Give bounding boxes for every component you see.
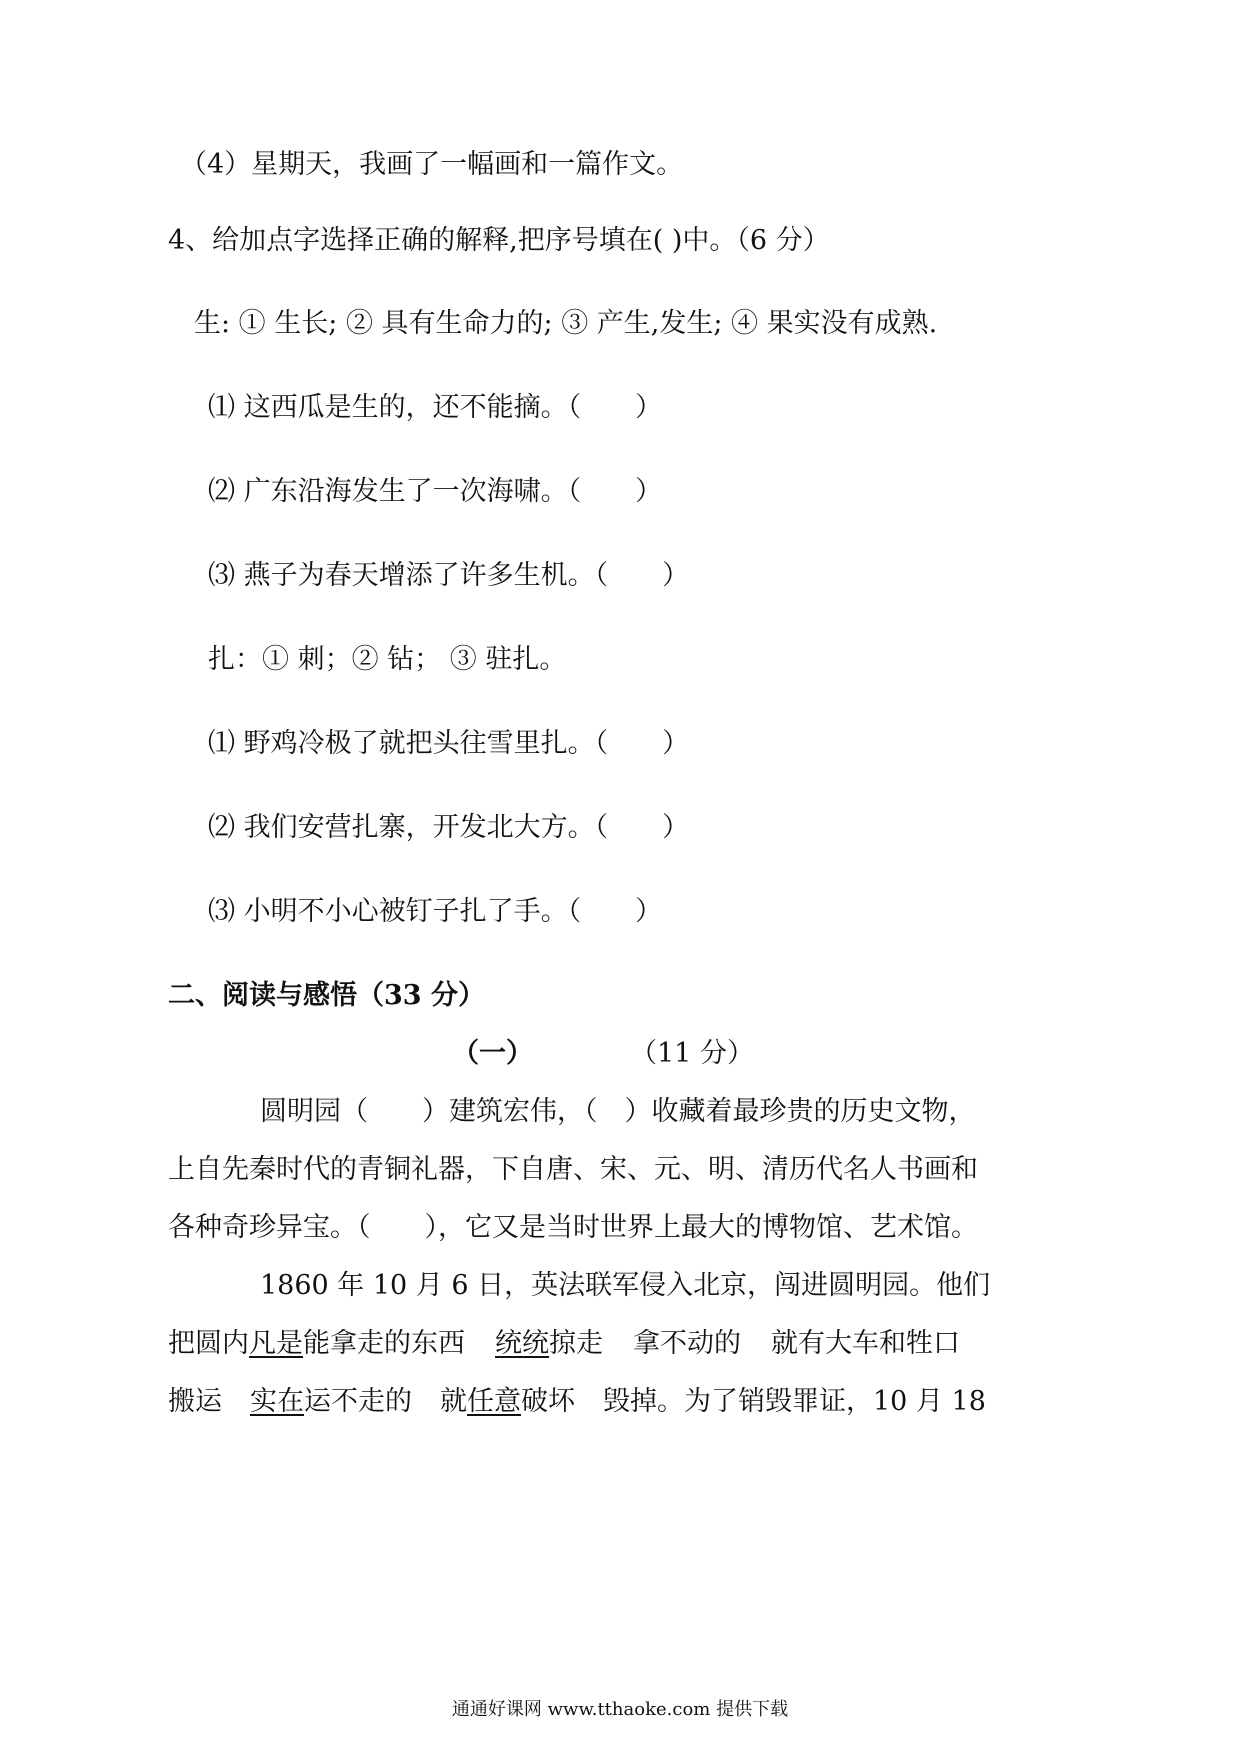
text-segment: 能拿走的东西 bbox=[303, 1328, 465, 1359]
part1-label: （一） bbox=[452, 1038, 533, 1069]
text-segment: 破坏 bbox=[521, 1386, 575, 1417]
sheng-item-3: ⑶ 燕子为春天增添了许多生机。（ ） bbox=[208, 560, 690, 591]
underlined-word: 实在 bbox=[250, 1386, 304, 1417]
underlined-word: 任意 bbox=[467, 1386, 521, 1417]
text-segment: 把圆内 bbox=[168, 1328, 249, 1359]
text-segment: 拿不动的 bbox=[633, 1328, 741, 1359]
text-segment: 就 bbox=[440, 1386, 467, 1417]
text-segment: 运不走的 bbox=[304, 1386, 412, 1417]
passage1-line-2: 上自先秦时代的青铜礼器，下自唐、宋、元、明、清历代名人书画和 bbox=[168, 1154, 978, 1185]
underlined-word: 统统 bbox=[495, 1328, 549, 1359]
text-segment: 掠走 bbox=[549, 1328, 603, 1359]
passage2-line-2 bbox=[168, 1324, 960, 1364]
text-segment: 毁掉。为了销毁罪证，10 月 18 bbox=[603, 1386, 986, 1417]
sheng-definition: 生: ① 生长; ② 具有生命力的; ③ 产生,发生; ④ 果实没有成熟. bbox=[194, 308, 938, 339]
passage2-line-3 bbox=[168, 1382, 986, 1422]
page-footer: 通通好课网 www.tthaoke.com 提供下载 bbox=[451, 1699, 789, 1720]
sheng-item-1: ⑴ 这西瓜是生的，还不能摘。（ ） bbox=[208, 392, 663, 423]
passage1-line-1: 圆明园（ ）建筑宏伟，（ ）收藏着最珍贵的历史文物， bbox=[260, 1096, 976, 1127]
zha-definition: 扎：① 刺；② 钻； ③ 驻扎。 bbox=[208, 644, 567, 675]
q4-title: 4、给加点字选择正确的解释,把序号填在( )中。（6 分） bbox=[168, 225, 830, 256]
part1-score: （11 分） bbox=[630, 1038, 754, 1069]
underlined-word: 凡是 bbox=[249, 1328, 303, 1359]
text-segment: 就有大车和牲口 bbox=[771, 1328, 960, 1359]
q3-item4: （4）星期天，我画了一幅画和一篇作文。 bbox=[180, 149, 684, 180]
sheng-item-2: ⑵ 广东沿海发生了一次海啸。（ ） bbox=[208, 476, 663, 507]
text-segment: 搬运 bbox=[168, 1386, 222, 1417]
passage1-line-3: 各种奇珍异宝。（ ），它又是当时世界上最大的博物馆、艺术馆。 bbox=[168, 1212, 978, 1243]
passage2-line-1: 1860 年 10 月 6 日，英法联军侵入北京，闯进圆明园。他们 bbox=[260, 1270, 991, 1301]
zha-item-3: ⑶ 小明不小心被钉子扎了手。（ ） bbox=[208, 896, 663, 927]
section2-title: 二、阅读与感悟（33 分） bbox=[168, 980, 485, 1011]
zha-item-1: ⑴ 野鸡冷极了就把头往雪里扎。（ ） bbox=[208, 728, 690, 759]
zha-item-2: ⑵ 我们安营扎寨，开发北大方。（ ） bbox=[208, 812, 690, 843]
